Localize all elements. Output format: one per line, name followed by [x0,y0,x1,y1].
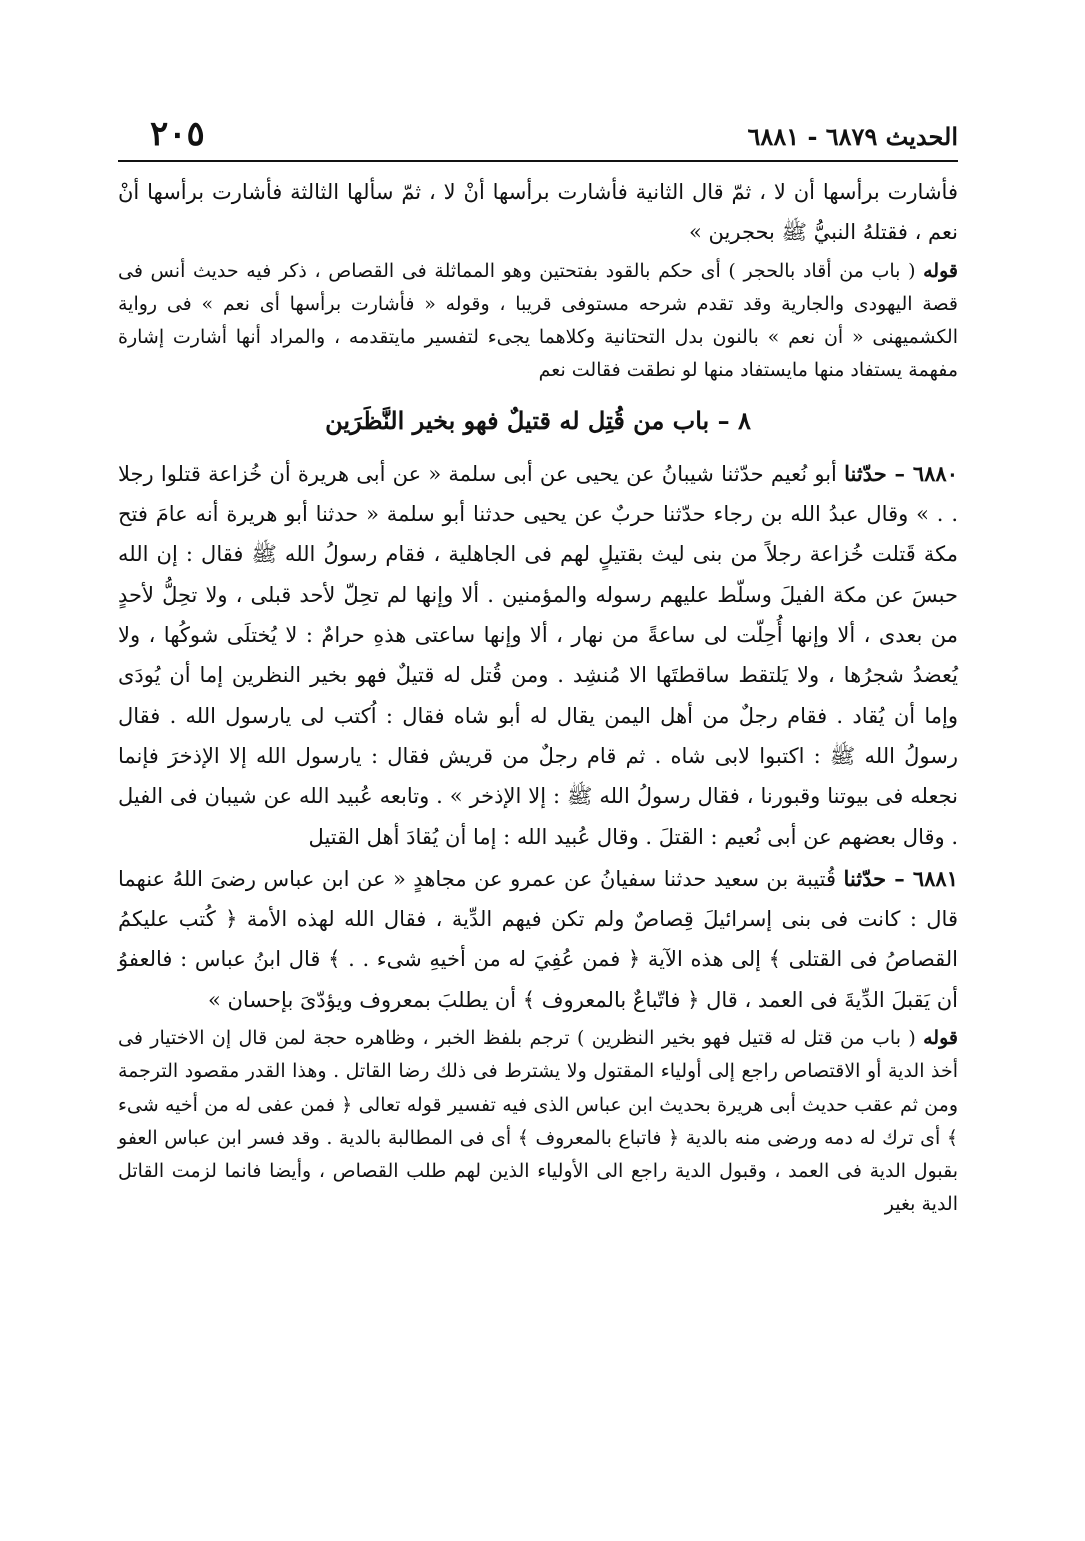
paragraph-text: فأشارت برأسها أن لا ، ثمّ قال الثانية فأشارت برأسها أنْ لا ، ثمّ سألها الثالثة فأشارت برأسها أنْ نعم ، فقتلهُ النبيُّ ﷺ بحجرين » [118,180,958,245]
commentary-lead: قوله [923,1027,958,1050]
running-head: الحديث ٦٨٧٩ - ٦٨٨١ [747,122,958,151]
chapter-heading: ٨ – باب من قُتِل له قتيلٌ فهو بخير النَّظَرَين [325,405,751,435]
paragraph-text: ( باب من قتل له قتيل فهو بخير النظرين ) ترجم بلفظ الخبر ، وظاهره حجة لمن قال إن الاختيار فى أخذ الدية أو الاقتصاص راجع إلى أولياء المقتول ولا يشترط فى ذلك رضا القاتل . وهذا القدر مقصود الترجمة ومن ثم عقب حديث أبى هريرة بحديث ابن عباس الذى فيه تفسير قوله تعالى ﴿ فمن عفى له من أخيه شىء ﴾ أى ترك له دمه ورضى منه بالدية ﴿ فاتباع بالمعروف ﴾ أى فى المطالبة بالدية . وقد فسر ابن عباس العفو بقبول الدية فى العمد ، وقبول الدية راجع الى الأولياء الذين لهم طلب القصاص ، وأيضا فانما لزمت القاتل الدية بغير [118,1027,958,1216]
hadith-number: ٦٨٨١ – حدّثنا [843,865,958,891]
hadith-paragraph [118,859,958,1020]
page-body [118,172,958,1224]
commentary-lead: قوله [923,259,958,282]
page-header [118,112,958,162]
commentary-paragraph [118,255,958,388]
hadith-paragraph [118,454,958,857]
paragraph-text: قُتيبة بن سعيد حدثنا سفيانُ عن عمرو عن مجاهدٍ « عن ابن عباس رضىَ اللهُ عنهما قال : كانت فى بنى إسرائيلَ قِصاصٌ ولم تكن فيهم الدِّية ، فقال الله لهذه الأمة ﴿ كُتب عليكمُ القصاصُ فى القتلى ﴾ إلى هذه الآية ﴿ فمن عُفِيَ له من أخيهِ شىء . . ﴾ قال ابنُ عباس : فالعفوُ أن يَقبلَ الدِّيةَ فى العمد ، قال ﴿ فاتّباعٌ بالمعروف ﴾ أن يطلبَ بمعروف ويؤدّىَ بإحسان » [118,866,958,1012]
paragraph-text: ( باب من أقاد بالحجر ) أى حكم بالقود بفتحتين وهو المماثلة فى القصاص ، ذكر فيه حديث أنس فى قصة اليهودى والجارية وقد تقدم شرحه مستوفى قريبا ، وقوله « فأشارت برأسها أى نعم » فى رواية الكشميهنى « أن نعم » بالنون بدل التحتانية وكلاهما يجىء لتفسير مايتقدمه ، والمراد أنها أشارت إشارة مفهمة يستفاد منها مايستفاد منها لو نطقت فقالت نعم [118,259,958,382]
hadith-number: ٦٨٨٠ – حدّثنا [844,460,958,486]
hadith-continuation [118,172,958,253]
page-number: ٢٠٥ [150,114,205,154]
commentary-paragraph [118,1022,958,1222]
paragraph-text: أبو نُعيم حدّثنا شيبانُ عن يحيى عن أبى سلمة « عن أبى هريرة أن خُزاعة قتلوا رجلا . . » وقال عبدُ الله بن رجاء حدّثنا حربٌ عن يحيى حدثنا أبو سلمة « حدثنا أبو هريرة أنه عامَ فتح مكة قَتلت خُزاعة رجلاً من بنى ليث بقتيلٍ لهم فى الجاهلية ، فقام رسولُ الله ﷺ فقال : إن الله حبسَ عن مكة الفيلَ وسلّط عليهم رسوله والمؤمنين . ألا وإنها لم تحِلّ لأحد قبلى ، ولا تحِلُّ لأحدٍ من بعدى ، ألا وإنها أُحِلّت لى ساعةً من نهار ، ألا وإنها ساعتى هذهِ حرامٌ : لا يُختلَى شوكُها ، ولا يُعضدُ شجرُها ، ولا يَلتقط ساقطتَها الا مُنشِد . ومن قُتل له قتيلٌ فهو بخير النظرين إما أن يُودَى وإما أن يُقاد . فقام رجلٌ من أهل اليمن يقال له أبو شاه فقال : اُكتب لى يارسول الله . فقال رسولُ الله ﷺ : اكتبوا لابى شاه . ثم قام رجلٌ من قريش فقال : يارسول الله إلا الإذخرَ فإنما نجعله فى بيوتنا وقبورنا ، فقال رسولُ الله ﷺ : إلا الإذخر » . وتابعه عُبيد الله عن شيبان فى الفيل . وقال بعضهم عن أبى نُعيم : القتلَ . وقال عُبيد الله : إما أن يُقادَ أهل القتيل [118,461,958,849]
